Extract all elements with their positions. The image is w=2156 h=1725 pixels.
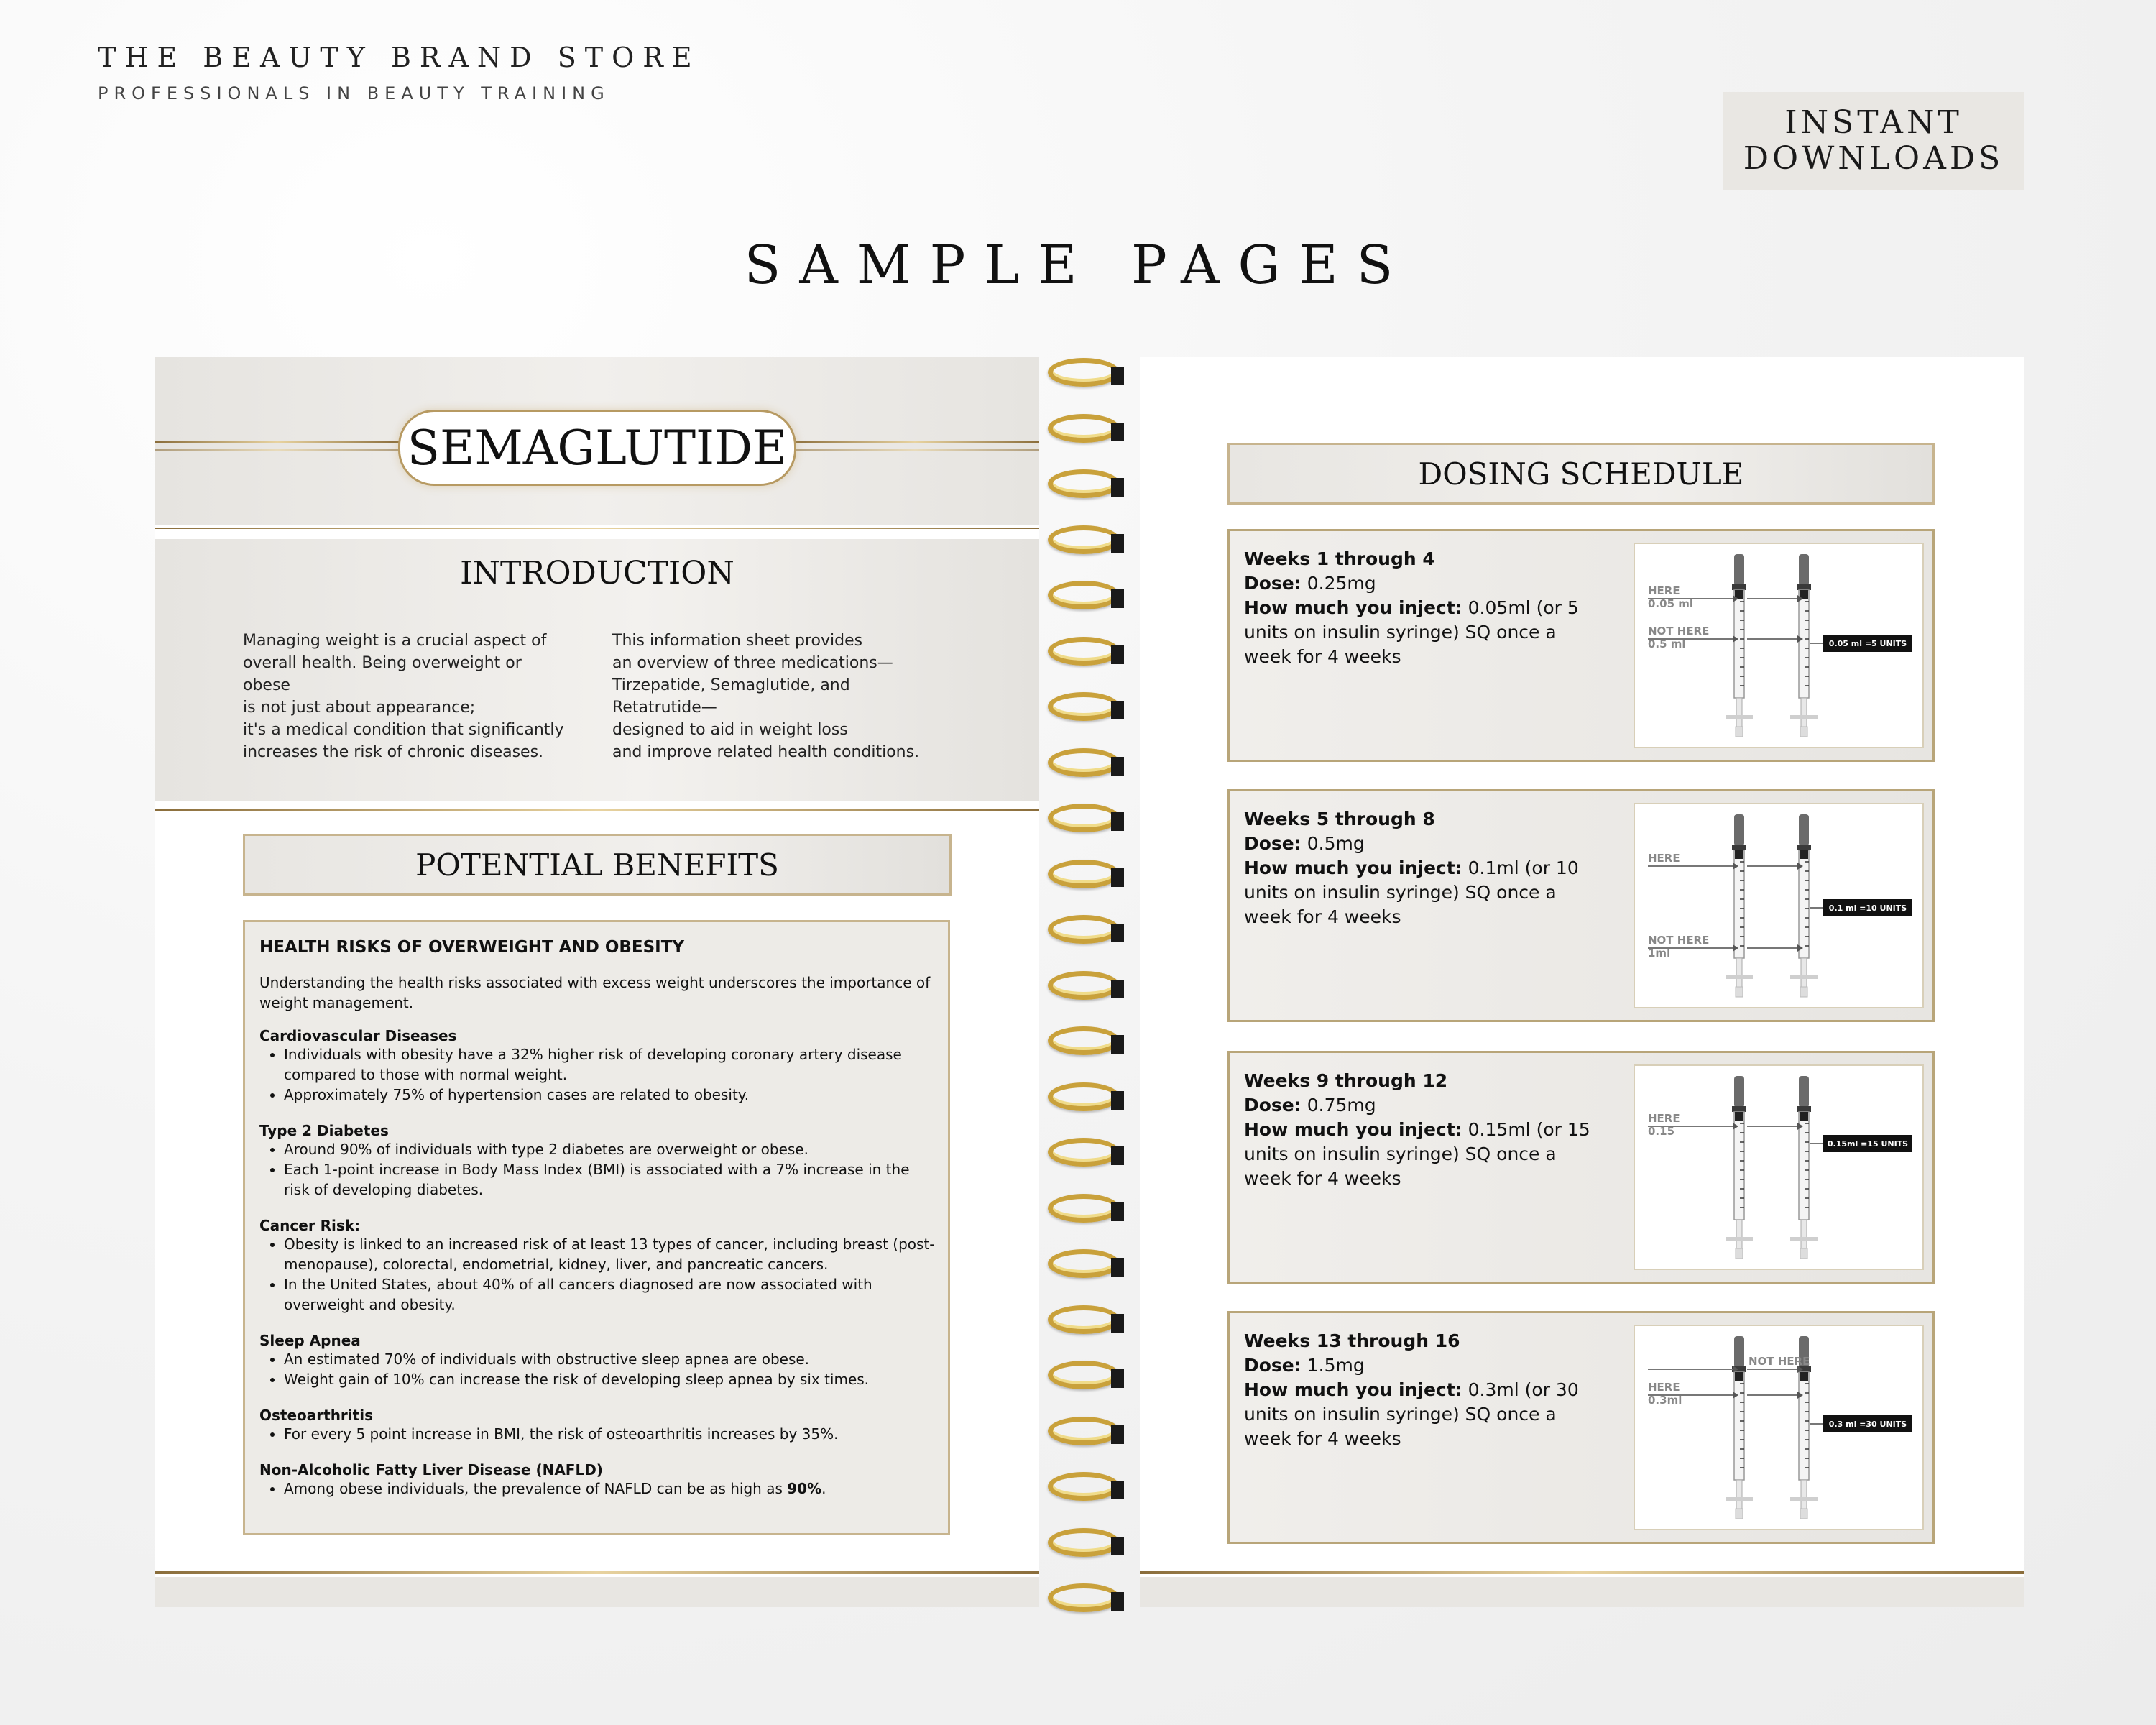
spiral-ring-tab (1111, 812, 1124, 831)
intro-line: increases the risk of chronic diseases. (243, 743, 544, 761)
spiral-ring-tab (1111, 589, 1124, 608)
dose-label: Dose: (1244, 573, 1302, 594)
spiral-ring (1048, 971, 1120, 1000)
spiral-ring-tab (1111, 701, 1124, 719)
dose-value: 0.25mg (1307, 573, 1376, 594)
week-text (1244, 1069, 1603, 1191)
units-badge-text: 0.15ml =15 UNITS (1827, 1139, 1909, 1149)
here-sublabel: 0.15 (1648, 1125, 1675, 1138)
spiral-ring-tab (1111, 1537, 1124, 1555)
week-title: Weeks 5 through 8 (1244, 809, 1435, 829)
spiral-ring-tab (1111, 980, 1124, 998)
health-risks-title: HEALTH RISKS OF OVERWEIGHT AND OBESITY (259, 938, 685, 957)
health-risks-intro: Understanding the health risks associated with excess weight underscores the importance of weight management. (259, 974, 931, 1011)
spiral-ring (1048, 358, 1120, 387)
introduction-column-2 (612, 630, 943, 763)
dose-value: 1.5mg (1307, 1355, 1365, 1376)
week-card-2 (1227, 789, 1935, 1022)
units-badge-text: 0.05 ml =5 UNITS (1828, 639, 1907, 648)
spiral-ring (1048, 1305, 1120, 1334)
not-here-label: NOT HERE (1648, 934, 1710, 947)
list-item: • In the United States, about 40% of all cancers diagnosed are now associated with overweight and obesity. (284, 1274, 938, 1315)
spiral-ring (1048, 1249, 1120, 1278)
spiral-ring-tab (1111, 1481, 1124, 1499)
gold-divider-bottom (155, 1571, 1039, 1574)
syringe-icon (1790, 554, 1818, 737)
risk-list-sleep-apnea (255, 1349, 938, 1389)
spiral-ring-tab (1111, 1592, 1124, 1611)
spiral-ring (1048, 1583, 1120, 1612)
list-item: • Each 1-point increase in Body Mass Index (BMI) is associated with a 7% increase in the risk of developing diabetes. (284, 1159, 938, 1200)
spiral-ring (1048, 1528, 1120, 1557)
spiral-ring-tab (1111, 478, 1124, 497)
spiral-ring (1048, 1194, 1120, 1223)
risk-heading-nafld: Non-Alcoholic Fatty Liver Disease (NAFLD) (259, 1461, 603, 1478)
dose-label: Dose: (1244, 1095, 1302, 1116)
right-page (1140, 356, 2024, 1607)
spiral-ring (1048, 1472, 1120, 1501)
dose-value: 0.5mg (1307, 833, 1365, 854)
spiral-ring (1048, 915, 1120, 944)
week-card-1 (1227, 529, 1935, 762)
brand-subtitle: PROFESSIONALS IN BEAUTY TRAINING (98, 83, 610, 104)
dose-value: 0.75mg (1307, 1095, 1376, 1116)
week-title: Weeks 13 through 16 (1244, 1330, 1460, 1351)
intro-line: it's a medical condition that significantly (243, 721, 564, 739)
week-card-4 (1227, 1311, 1935, 1544)
spiral-ring (1048, 581, 1120, 610)
list-item: • Around 90% of individuals with type 2 diabetes are overweight or obese. (284, 1139, 938, 1159)
nafld-period: . (821, 1480, 826, 1497)
here-sublabel: 0.05 ml (1648, 597, 1694, 610)
here-label: HERE (1648, 852, 1680, 865)
sample-pages-heading: SAMPLE PAGES (744, 234, 1412, 296)
list-item: • Approximately 75% of hypertension cases are related to obesity. (284, 1085, 938, 1105)
syringe-diagram (1634, 803, 1924, 1008)
risk-heading-cardiovascular: Cardiovascular Diseases (259, 1027, 457, 1044)
spiral-ring-tab (1111, 1314, 1124, 1333)
week-card-3 (1227, 1051, 1935, 1284)
syringe-diagram (1634, 543, 1924, 748)
spiral-ring-tab (1111, 1091, 1124, 1110)
here-label: HERE (1648, 584, 1680, 597)
not-here-label: NOT HERE (1749, 1355, 1810, 1368)
units-badge-text: 0.3 ml =30 UNITS (1828, 1420, 1907, 1429)
not-here-sublabel: 0.5 ml (1648, 638, 1686, 650)
spiral-ring-tab (1111, 645, 1124, 664)
spiral-ring-tab (1111, 1425, 1124, 1444)
dose-label: Dose: (1244, 833, 1302, 854)
intro-line: Managing weight is a crucial aspect of (243, 632, 547, 650)
spiral-ring (1048, 860, 1120, 888)
spiral-binding (1039, 356, 1140, 1607)
not-here-sublabel: 1ml (1648, 947, 1671, 960)
units-badge-text: 0.1 ml =10 UNITS (1828, 903, 1907, 913)
syringe-icon (1726, 814, 1753, 997)
intro-line: and improve related health conditions. (612, 743, 920, 761)
syringe-icon (1790, 1076, 1818, 1259)
spiral-ring (1048, 469, 1120, 498)
introduction-column-1 (243, 630, 573, 763)
bottom-band (1140, 1577, 2024, 1607)
syringe-diagram (1634, 1064, 1924, 1270)
here-label: HERE (1648, 1381, 1680, 1394)
here-sublabel: 0.3ml (1648, 1394, 1682, 1407)
inject-label: How much you inject: (1244, 1119, 1462, 1140)
instant-downloads-badge (1723, 92, 2024, 190)
gold-rule-left-2 (155, 448, 400, 451)
spiral-ring-tab (1111, 1146, 1124, 1165)
list-item (284, 1478, 938, 1499)
dose-label: Dose: (1244, 1355, 1302, 1376)
risk-list-diabetes (255, 1139, 938, 1200)
gold-divider-bottom-right (1140, 1571, 2024, 1574)
spiral-ring-tab (1111, 367, 1124, 385)
gold-rule-right (791, 441, 1039, 443)
spiral-ring-tab (1111, 757, 1124, 776)
week-title: Weeks 9 through 12 (1244, 1070, 1448, 1091)
nafld-text: Among obese individuals, the prevalence of NAFLD can be as high as (284, 1480, 788, 1497)
intro-line: This information sheet provides (612, 632, 863, 650)
health-risks-box (243, 920, 950, 1535)
risk-heading-osteoarthritis: Osteoarthritis (259, 1407, 373, 1424)
inject-label: How much you inject: (1244, 857, 1462, 878)
risk-list-nafld (255, 1478, 938, 1499)
spiral-ring (1048, 525, 1120, 554)
spiral-ring-tab (1111, 534, 1124, 553)
week-title: Weeks 1 through 4 (1244, 548, 1435, 569)
inject-value: 0.1ml (or 10 units on insulin syringe) SQ once a week for 4 weeks (1244, 857, 1579, 927)
spiral-ring (1048, 1361, 1120, 1389)
gold-rule-left (155, 441, 400, 443)
page-title: SEMAGLUTIDE (398, 410, 796, 486)
potential-benefits-heading: POTENTIAL BENEFITS (243, 834, 952, 896)
badge-line-2: DOWNLOADS (1743, 140, 2004, 177)
spiral-ring-tab (1111, 423, 1124, 441)
spiral-ring (1048, 1138, 1120, 1167)
intro-line: Tirzepatide, Semaglutide, and Retatrutide— (612, 676, 850, 717)
gold-rule-right-2 (791, 448, 1039, 451)
syringe-icon (1790, 814, 1818, 997)
spiral-ring-tab (1111, 1202, 1124, 1221)
spiral-ring-tab (1111, 868, 1124, 887)
here-label: HERE (1648, 1112, 1680, 1125)
list-item: • An estimated 70% of individuals with obstructive sleep apnea are obese. (284, 1349, 938, 1369)
inject-value: 0.3ml (or 30 units on insulin syringe) SQ once a week for 4 weeks (1244, 1379, 1579, 1449)
spiral-ring (1048, 1417, 1120, 1445)
risk-list-cancer (255, 1234, 938, 1315)
syringe-icon (1726, 1076, 1753, 1259)
brand-title: THE BEAUTY BRAND STORE (98, 42, 701, 73)
list-item: • Weight gain of 10% can increase the risk of developing sleep apnea by six times. (284, 1369, 938, 1389)
risk-list-osteoarthritis (255, 1424, 938, 1444)
gold-divider-1 (155, 528, 1039, 529)
spiral-ring (1048, 637, 1120, 666)
list-item: • For every 5 point increase in BMI, the risk of osteoarthritis increases by 35%. (284, 1424, 938, 1444)
inject-value: 0.05ml (or 5 units on insulin syringe) SQ once a week for 4 weeks (1244, 597, 1579, 667)
list-item: • Individuals with obesity have a 32% higher risk of developing coronary artery disease compared to those with normal weight. (284, 1044, 938, 1085)
badge-line-1: INSTANT (1784, 104, 1963, 141)
risk-heading-cancer: Cancer Risk: (259, 1217, 361, 1234)
risk-list-cardiovascular (255, 1044, 938, 1105)
spiral-ring-tab (1111, 1369, 1124, 1388)
week-text (1244, 807, 1603, 929)
spiral-ring-tab (1111, 924, 1124, 942)
inject-label: How much you inject: (1244, 597, 1462, 618)
left-page (155, 356, 1039, 1607)
intro-line: is not just about appearance; (243, 699, 476, 717)
spiral-ring (1048, 748, 1120, 777)
spiral-ring-tab (1111, 1035, 1124, 1054)
risk-heading-sleep-apnea: Sleep Apnea (259, 1332, 361, 1349)
intro-line: designed to aid in weight loss (612, 721, 848, 739)
spiral-ring (1048, 1026, 1120, 1055)
bottom-band (155, 1577, 1039, 1607)
intro-line: an overview of three medications— (612, 654, 893, 672)
spiral-ring-tab (1111, 1258, 1124, 1276)
week-text (1244, 547, 1603, 669)
spiral-ring (1048, 692, 1120, 721)
spiral-ring (1048, 804, 1120, 832)
gold-divider-2 (155, 809, 1039, 811)
introduction-heading: INTRODUCTION (460, 555, 734, 592)
risk-heading-diabetes: Type 2 Diabetes (259, 1122, 389, 1139)
week-text (1244, 1329, 1603, 1451)
spiral-ring (1048, 414, 1120, 443)
syringe-icon (1726, 554, 1753, 737)
intro-line: overall health. Being overweight or obese (243, 654, 522, 694)
list-item: • Obesity is linked to an increased risk of at least 13 types of cancer, including breast (post-menopause), colorectal, endometrial, kidney, liver, and pancreatic cancers. (284, 1234, 938, 1274)
inject-value: 0.15ml (or 15 units on insulin syringe) SQ once a week for 4 weeks (1244, 1119, 1590, 1189)
dosing-schedule-heading: DOSING SCHEDULE (1227, 443, 1935, 505)
not-here-label: NOT HERE (1648, 625, 1710, 638)
spiral-ring (1048, 1082, 1120, 1111)
syringe-diagram (1634, 1325, 1924, 1530)
nafld-percent: 90% (787, 1480, 822, 1497)
inject-label: How much you inject: (1244, 1379, 1462, 1400)
